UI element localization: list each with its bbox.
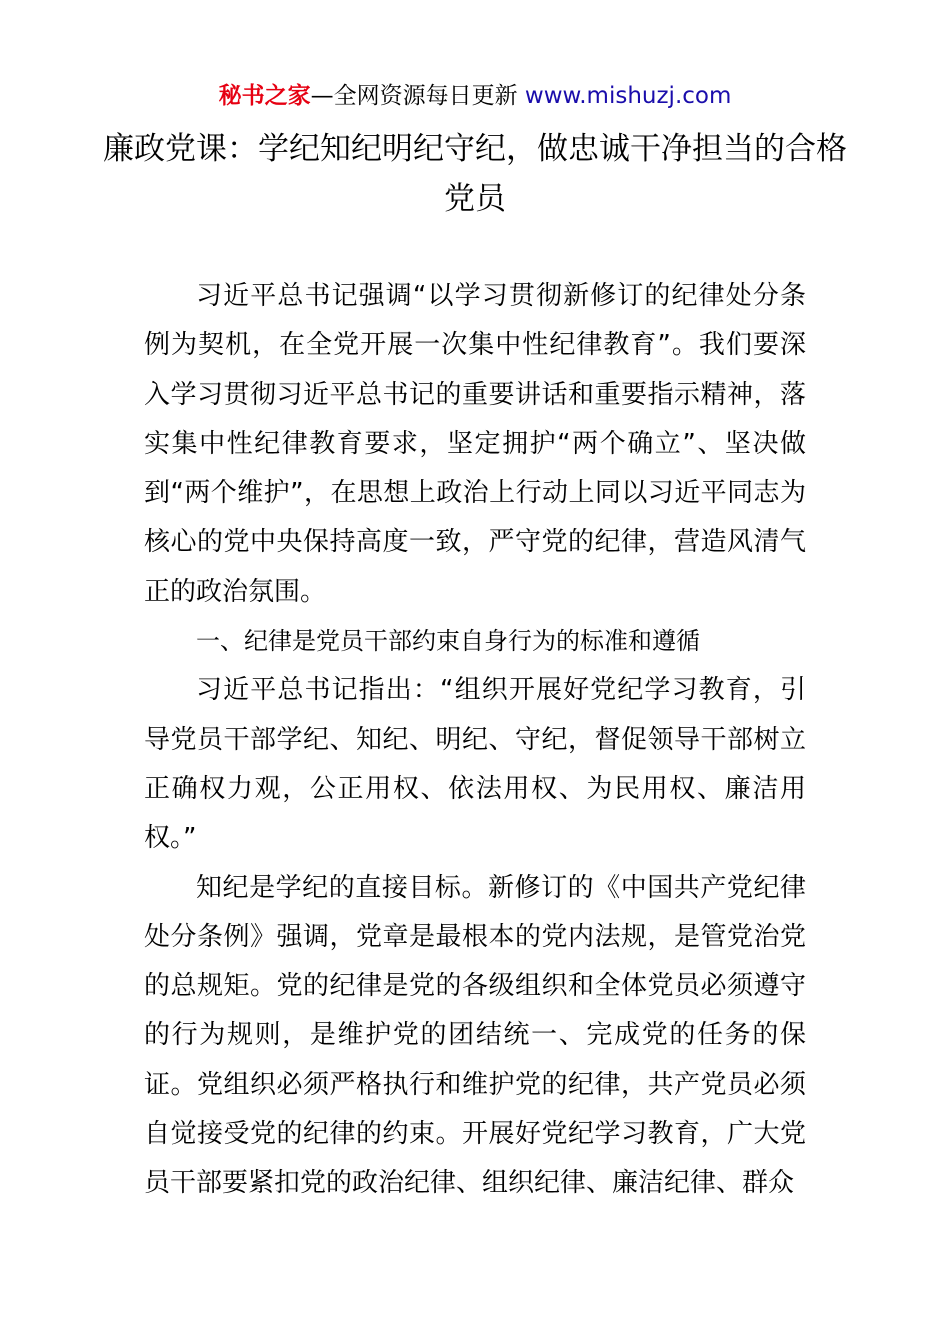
paragraph: 知纪是学纪的直接目标。新修订的《中国共产党纪律处分条例》强调，党章是最根本的党内法规，是管党治党的总规矩。党的纪律是党的各级组织和全体党员必须遵守的行为规则，是维护党的团结统一、完成党的任务的保证。党组织必须严格执行和维护党的纪律，共产党员必须自觉接受党的纪律的约束。开展好党纪学习教育，广大党员干部要紧扣党的政治纪律、组织纪律、廉洁纪律、群众 bbox=[144, 872, 806, 1199]
site-url-link[interactable]: www.mishuzj.com bbox=[524, 83, 732, 109]
header-tagline: —全网资源每日更新 bbox=[310, 83, 525, 109]
paragraph: 习近平总书记强调“以学习贯彻新修订的纪律处分条例为契机，在全党开展一次集中性纪律教育”。我们要深入学习贯彻习近平总书记的重要讲话和重要指示精神，落实集中性纪律教育要求，坚定拥护“两个确立”、坚决做到“两个维护”，在思想上政治上行动上同以习近平同志为核心的党中央保持高度一致，严守党的纪律，营造风清气正的政治氛围。 bbox=[144, 281, 806, 607]
site-header bbox=[0, 80, 950, 112]
document-body bbox=[144, 272, 806, 1209]
document-title: 廉政党课：学纪知纪明纪守纪，做忠诚干净担当的合格党员 bbox=[103, 131, 847, 217]
brand-name: 秘书之家 bbox=[218, 83, 311, 109]
paragraph: 习近平总书记指出：“组织开展好党纪学习教育，引导党员干部学纪、知纪、明纪、守纪，督促领导干部树立正确权力观，公正用权、依法用权、为民用权、廉洁用权。” bbox=[144, 675, 806, 854]
section-heading: 一、纪律是党员干部约束自身行为的标准和遵循 bbox=[196, 627, 700, 656]
